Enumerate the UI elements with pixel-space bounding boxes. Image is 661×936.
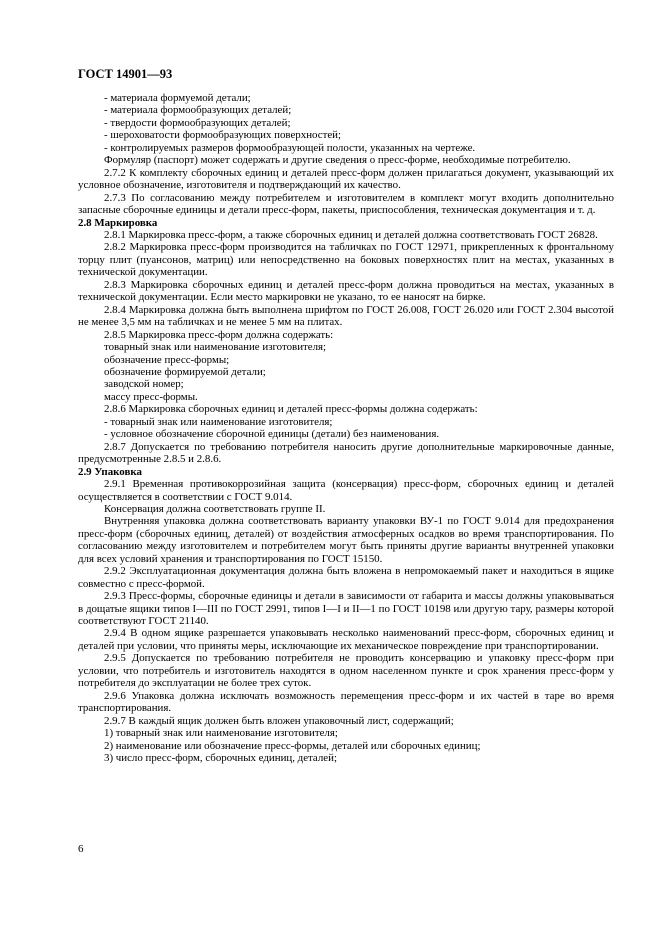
paragraph: 2.8.4 Маркировка должна быть выполнена шрифтом по ГОСТ 26.008, ГОСТ 26.020 или ГОСТ 2.304 высотой не менее 3,5 мм на табличках и не менее 5 мм на плитах. [78,303,614,329]
paragraph: 2.9.2 Эксплуатационная документация должна быть вложена в непромокаемый пакет и находиться в ящике совместно с пресс-формой. [78,565,614,590]
paragraph: обозначение формируемой детали; [104,365,266,378]
paragraph: 2.9.5 Допускается по требованию потребителя не проводить консервацию и упаковку пресс-форм при условии, что потребитель и изготовитель находятся в одном населенном пункте и срок хранения пресс-форм у потребителя до эксплуатации не более трех суток. [78,652,614,690]
paragraph: 2.8.5 Маркировка пресс-форм должна содержать: [104,328,334,341]
paragraph: - материала формуемой детали; [104,92,251,104]
paragraph: 3) число пресс-форм, сборочных единиц, деталей; [104,752,337,765]
paragraph: 2.8.1 Маркировка пресс-форм, а также сборочных единиц и деталей должна соответствовать ГОСТ 26828. [104,228,598,241]
paragraph: 1) товарный знак или наименование изготовителя; [104,727,338,740]
page-number: 6 [78,843,84,855]
paragraph: обозначение пресс-формы; [104,353,230,366]
paragraph: 2.8.3 Маркировка сборочных единиц и деталей пресс-форм должна проводиться на местах, указанных в технической документации. Если место маркировки не указано, то ее наносят на бирке. [78,278,614,304]
paragraph: 2.8.2 Маркировка пресс-форм производится на табличках по ГОСТ 12971, прикрепленных к фронтальному торцу плит (пуансонов, матриц) или непосредственно на боковых поверхностях плит на местах, указанных в технической документации. [78,241,614,279]
section-heading: 2.9 Упаковка [78,465,142,478]
paragraph: 2.9.4 В одном ящике разрешается упаковывать несколько наименований пресс-форм, сборочных единиц и деталей при условии, что приняты меры, исключающие их механическое повреждение при транспортировании. [78,627,614,652]
paragraph: 2.7.3 По согласованию между потребителем и изготовителем в комплект могут входить дополнительно запасные сборочные единицы и детали пресс-форм, пакеты, приспособления, техническая документация и т. д. [78,191,614,217]
paragraph: - материала формообразующих деталей; [104,104,292,117]
paragraph: 2.9.3 Пресс-формы, сборочные единицы и детали в зависимости от габарита и массы должны упаковываться в дощатые ящики типов I—III по ГОСТ 2991, типов I—I и II—1 по ГОСТ 10198 или другую тару, размеры которой соответствуют ГОСТ 21140. [78,590,614,628]
paragraph: массу пресс-формы. [104,390,198,403]
paragraph: товарный знак или наименование изготовителя; [104,341,327,354]
paragraph: 2) наименование или обозначение пресс-формы, деталей или сборочных единиц; [104,739,481,752]
paragraph: 2.9.1 Временная противокоррозийная защита (консервация) пресс-форм, сборочных единиц и деталей осуществляется в соответствии с ГОСТ 9.014. [78,478,614,503]
paragraph: 2.8.7 Допускается по требованию потребителя наносить другие дополнительные маркировочные данные, предусмотренные 2.8.5 и 2.8.6. [78,440,614,466]
paragraph: заводской номер; [104,378,184,391]
paragraph: 2.7.2 К комплекту сборочных единиц и деталей пресс-форм должен прилагаться документ, указывающий их условное обозначение, изготовителя и подтверждающий их качество. [78,166,614,192]
paragraph: - условное обозначение сборочной единицы (детали) без наименования. [104,428,440,441]
paragraph: - твердости формообразующих деталей; [104,116,291,129]
paragraph: 2.8.6 Маркировка сборочных единиц и деталей пресс-формы должна содержать: [104,403,478,416]
section-heading: 2.8 Маркировка [78,216,158,229]
paragraph: - товарный знак или наименование изготовителя; [104,415,333,428]
document-header: ГОСТ 14901—93 [78,67,173,81]
paragraph: Внутренняя упаковка должна соответствовать варианту упаковки ВУ-1 по ГОСТ 9.014 для предохранения пресс-форм (сборочных единиц, деталей) от воздействия атмосферных осадков во время транспортирования. По согласованию между изготовителем и потребителем могут быть приняты другие варианты внутренней упаковки для всех условий хранения и транспортирования по ГОСТ 15150. [78,515,614,565]
paragraph: Формуляр (паспорт) может содержать и другие сведения о пресс-форме, необходимые потребителю. [104,154,571,167]
paragraph: - шероховатости формообразующих поверхностей; [104,129,342,142]
paragraph: 2.9.6 Упаковка должна исключать возможность перемещения пресс-форм и их частей в таре во время транспортирования. [78,689,614,715]
paragraph: - контролируемых размеров формообразующей полости, указанных на чертеже. [104,141,476,154]
document-body [78,92,614,764]
paragraph: 2.9.7 В каждый ящик должен быть вложен упаковочный лист, содержащий; [104,714,454,727]
paragraph: Консервация должна соответствовать группе II. [104,502,326,515]
